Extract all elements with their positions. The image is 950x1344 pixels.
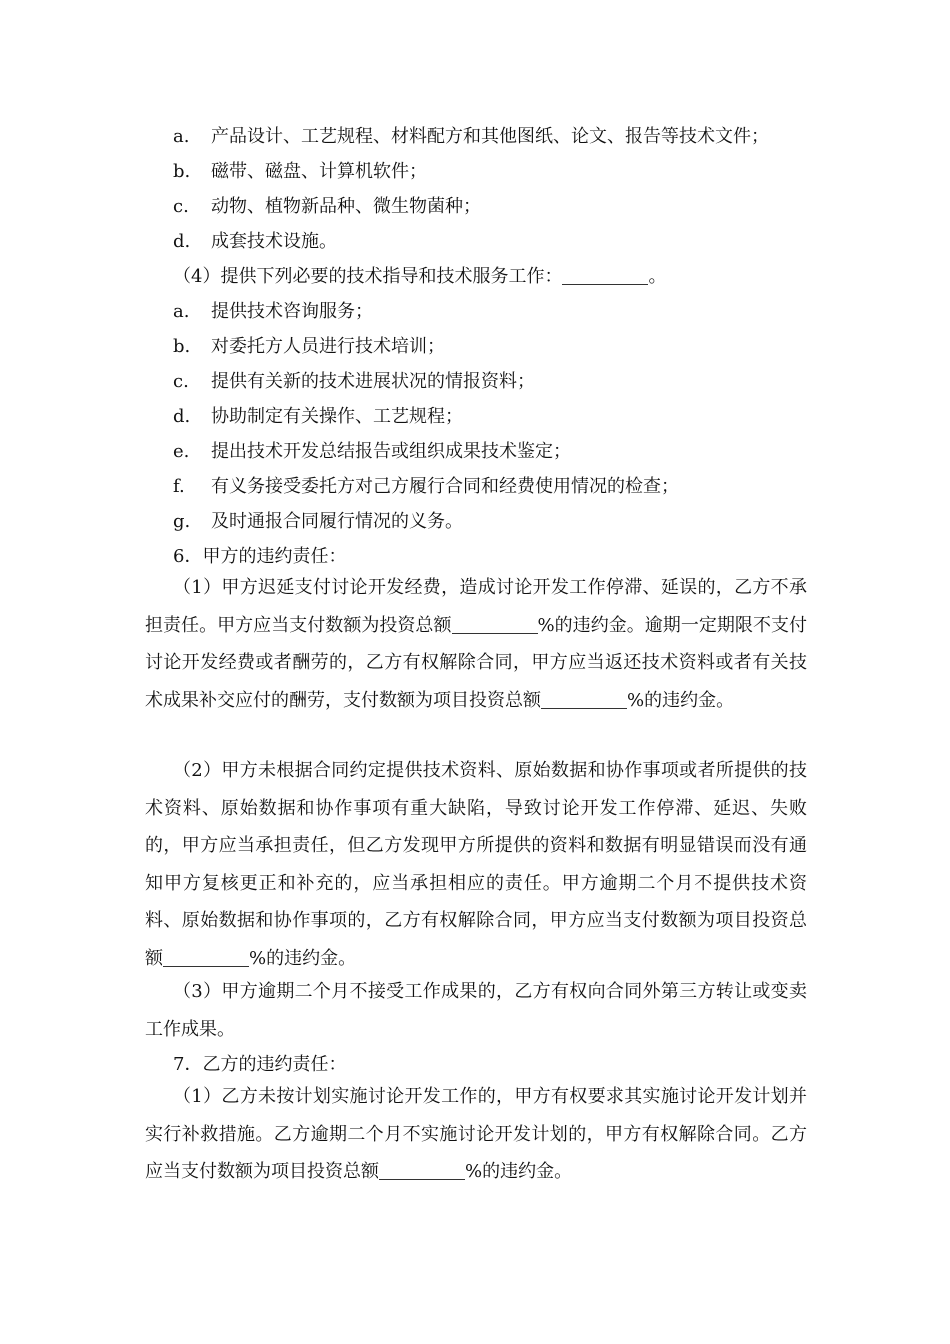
list-item-text: 提供技术咨询服务； [211, 301, 373, 322]
list-item-text: 提供有关新的技术进展状况的情报资料； [211, 371, 535, 392]
list-item-text: 动物、植物新品种、微生物菌种； [211, 196, 481, 217]
clause-4-text: （4）提供下列必要的技术指导和技术服务工作： [173, 266, 563, 287]
list-item [0, 370, 950, 394]
section-6-paragraph-3: （3）甲方逾期二个月不接受工作成果的，乙方有权向合同外第三方转让或变卖工作成果。 [145, 981, 807, 1040]
list-item-text: 协助制定有关操作、工艺规程； [211, 406, 463, 427]
list-item [0, 300, 950, 324]
paragraph-text: %的违约金。 [249, 947, 357, 969]
list-item [0, 440, 950, 464]
list-marker: c. [173, 196, 189, 217]
list-marker: d. [173, 231, 191, 252]
list-item-text: 磁带、磁盘、计算机软件； [211, 161, 427, 182]
list-marker: e. [173, 441, 190, 462]
section-6-paragraph-2 [145, 752, 807, 978]
list-item-text: 提出技术开发总结报告或组织成果技术鉴定； [211, 441, 571, 462]
list-item-text: 及时通报合同履行情况的义务。 [211, 511, 463, 532]
paragraph-text: （1）甲方迟延支付讨论开发经费，造成讨论开发工作停滞、延误的，乙方不承担责任。甲方应当支付数额为投资总额 [145, 577, 807, 636]
list-marker: a. [173, 301, 190, 322]
blank-underline[interactable] [163, 948, 249, 967]
section-6-heading: 6．甲方的违约责任： [173, 546, 347, 567]
list-item [0, 475, 950, 499]
list-item-text: 产品设计、工艺规程、材料配方和其他图纸、论文、报告等技术文件； [211, 126, 769, 147]
list-item [0, 230, 950, 254]
list-item-text: 对委托方人员进行技术培训； [211, 336, 445, 357]
paragraph-text: （1）乙方未按计划实施讨论开发工作的，甲方有权要求其实施讨论开发计划并实行补救措施。乙方逾期二个月不实施讨论开发计划的，甲方有权解除合同。乙方应当支付数额为项目投资总额 [145, 1086, 807, 1183]
section-6-paragraph-1 [145, 569, 807, 719]
paragraph-text: %的违约金。 [627, 689, 735, 711]
blank-underline[interactable] [379, 1161, 465, 1180]
list-marker: b. [173, 336, 191, 357]
list-marker: a. [173, 126, 190, 147]
paragraph-text: （2）甲方未根据合同约定提供技术资料、原始数据和协作事项或者所提供的技术资料、原始数据和协作事项有重大缺陷，导致讨论开发工作停滞、延迟、失败的，甲方应当承担责任，但乙方发现甲方所提供的资料和数据有明显错误而没有通知甲方复核更正和补充的，应当承担相应的责任。甲方逾期二个月不提供技术资料、原始数据和协作事项的，乙方有权解除合同，甲方应当支付数额为项目投资总额 [145, 760, 807, 969]
list-item [0, 125, 950, 149]
paragraph-text: %的违约金。逾期一定期限不支付讨论开发经费或者酬劳的，乙方有权解除合同，甲方应当返还技术资料或者有关技术成果补交应付的酬劳，支付数额为项目投资总额 [145, 614, 808, 711]
list-marker: g. [173, 511, 191, 532]
list-marker: b. [173, 161, 191, 182]
paragraph-text: %的违约金。 [465, 1161, 573, 1183]
list-item [0, 510, 950, 534]
clause-4 [0, 265, 950, 289]
blank-underline[interactable] [541, 690, 627, 709]
list-item [0, 405, 950, 429]
list-item-text: 有义务接受委托方对己方履行合同和经费使用情况的检查； [211, 476, 679, 497]
clause-4-end: 。 [648, 266, 667, 287]
list-marker: c. [173, 371, 189, 392]
list-marker: d. [173, 406, 191, 427]
list-item-text: 成套技术设施。 [211, 231, 337, 252]
list-item [0, 160, 950, 184]
list-item [0, 195, 950, 219]
blank-underline[interactable] [452, 615, 538, 634]
list-marker: f. [173, 476, 185, 497]
section-7-heading: 7．乙方的违约责任： [173, 1054, 347, 1075]
section-7-paragraph-1 [145, 1078, 807, 1191]
blank-underline[interactable] [562, 266, 648, 285]
list-item [0, 335, 950, 359]
